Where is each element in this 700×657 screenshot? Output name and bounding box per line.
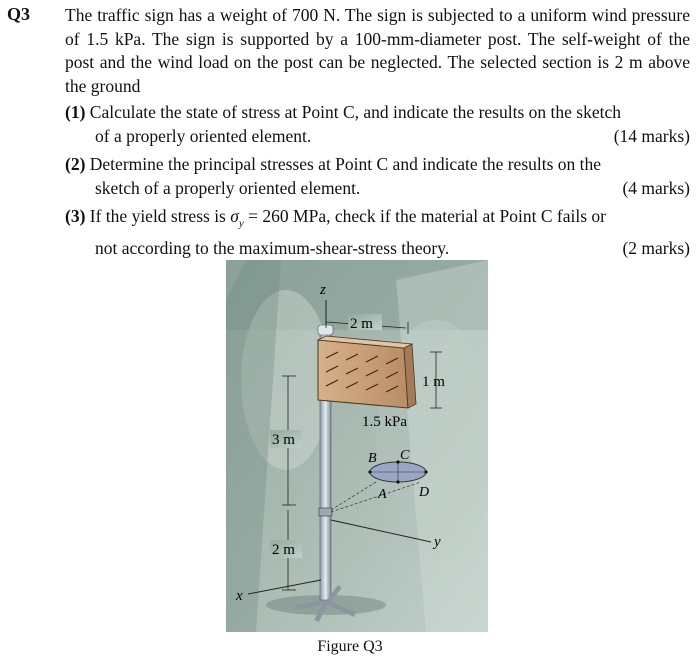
upper-dimension-label: 3 m <box>272 432 295 448</box>
point-A-label: A <box>378 487 387 502</box>
part-1-line1: Calculate the state of stress at Point C, and indicate the results on the sketch <box>89 102 621 122</box>
figure-drawing <box>226 260 488 632</box>
part-3-marks: (2 marks) <box>622 237 690 258</box>
part-1-label: (1) <box>65 102 86 122</box>
lower-dimension-label: 2 m <box>272 542 295 558</box>
part-2-label: (2) <box>65 154 86 174</box>
point-B-label: B <box>368 451 377 466</box>
part-3-line1a: If the yield stress is <box>89 206 231 226</box>
sigma-subscript: y <box>238 217 244 230</box>
part-2-line1: Determine the principal stresses at Point C and indicate the results on the <box>89 154 602 174</box>
x-label: x <box>236 588 243 604</box>
y-label: y <box>434 534 441 550</box>
z-label: z <box>320 282 326 298</box>
point-C-label: C <box>400 448 410 463</box>
width-label: 2 m <box>350 316 373 332</box>
part-1-line2: of a properly oriented element. <box>95 126 312 146</box>
part-3-line1b: = 260 MPa, check if the material at Point C fails or <box>243 206 607 226</box>
part-1 <box>65 100 690 148</box>
height-label: 1 m <box>422 374 445 390</box>
question-number: Q3 <box>7 4 31 24</box>
pressure-label: 1.5 kPa <box>362 414 407 430</box>
part-2-line2: sketch of a properly oriented element. <box>95 178 361 198</box>
question-intro: The traffic sign has a weight of 700 N. The sign is subjected to a uniform wind pressure of 1.5 kPa. The sign is supported by a 100-mm-diameter post. The self-weight of the post and the wind load on the post can be neglected. The selected section is 2 m above the ground <box>65 5 690 96</box>
figure-caption: Figure Q3 <box>317 638 383 655</box>
part-3 <box>65 204 690 260</box>
post-cap <box>318 325 333 335</box>
part-2 <box>65 152 690 200</box>
part-1-marks: (14 marks) <box>613 126 690 146</box>
sigma-symbol: σ <box>230 206 239 226</box>
part-3-line2: not according to the maximum-shear-stress theory. <box>95 237 450 258</box>
point-D-label: D <box>419 485 430 500</box>
traffic-sign-figure <box>226 260 488 632</box>
section-cut <box>319 508 332 516</box>
part-3-label: (3) <box>65 206 86 226</box>
part-2-marks: (4 marks) <box>622 178 690 198</box>
